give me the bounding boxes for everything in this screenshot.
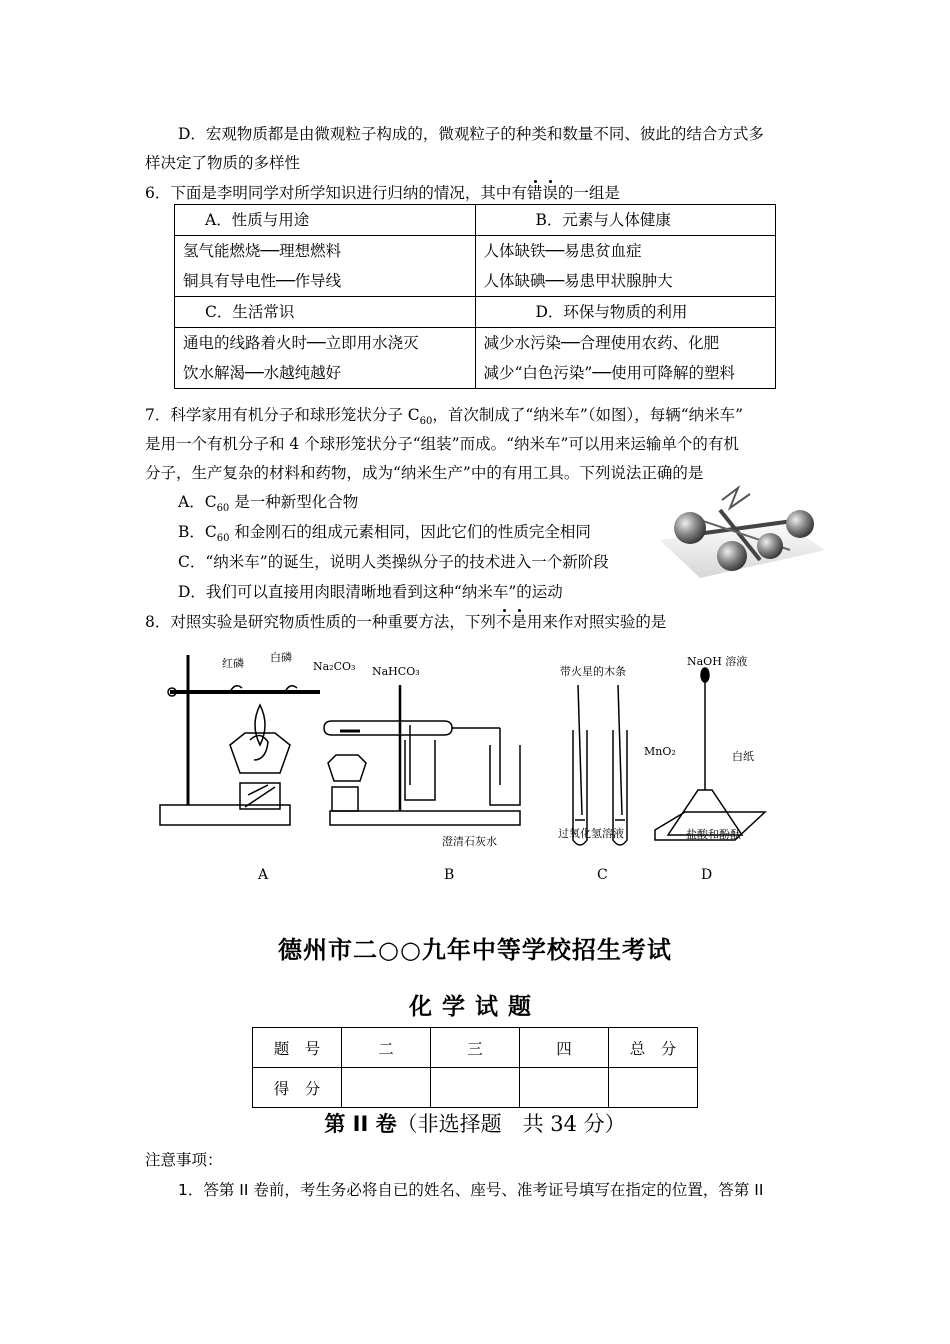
score-header-cell: 三	[431, 1028, 520, 1068]
emphasis-dot-char: 误	[542, 184, 558, 202]
q7-option-a: A．$C_{60}$ 是一种新型化合物	[178, 493, 359, 515]
score-header-cell: 四	[520, 1028, 609, 1068]
label-naoh: NaOH 溶液	[687, 655, 748, 668]
label-white-phosphorus: 白磷	[270, 651, 292, 664]
q6-d-body: 减少水污染──合理使用农药、化肥 减少“白色污染”──使用可降解的塑料	[475, 328, 776, 389]
score-cell[interactable]	[342, 1068, 431, 1108]
notice-title: 注意事项：	[145, 1151, 223, 1169]
label-white-paper: 白纸	[732, 750, 754, 763]
q6-c-head: C．生活常识	[175, 297, 476, 328]
score-cell[interactable]	[520, 1068, 609, 1108]
apparatus-c	[573, 685, 627, 845]
nanocar-image	[660, 480, 825, 578]
apparatus-b	[324, 685, 520, 825]
score-header-cell: 总 分	[609, 1028, 698, 1068]
label-nahco3: NaHCO₃	[372, 665, 420, 678]
q6-a-head: A．性质与用途	[175, 205, 476, 236]
q7-stem-line2: 是用一个有机分子和 4 个球形笼状分子“组装”而成。“纳米车”可以用来运输单个的有机	[145, 435, 739, 453]
q6-b-body: 人体缺铁──易患贫血症 人体缺碘──易患甲状腺肿大	[475, 236, 776, 297]
score-header-cell: 二	[342, 1028, 431, 1068]
q7-option-b: B．$C_{60}$ 和金刚石的组成元素相同，因此它们的性质完全相同	[178, 523, 591, 545]
q5-option-d-line1: D．宏观物质都是由微观粒子构成的，微观粒子的种类和数量不同、彼此的结合方式多	[178, 125, 764, 143]
score-cell[interactable]	[609, 1068, 698, 1108]
label-glowing-splint: 带火星的木条	[560, 665, 626, 678]
notice-item-1: 1．答第 II 卷前，考生务必将自已的姓名、座号、准考证号填写在指定的位置，答第 II	[178, 1181, 764, 1199]
figure-label-c: C	[597, 867, 608, 883]
figure-label-a: A	[258, 867, 269, 883]
q6-b-head: B．元素与人体健康	[475, 205, 776, 236]
label-na2co3: Na₂CO₃	[313, 660, 356, 673]
label-mno2: MnO₂	[644, 745, 676, 758]
q7-stem-line1: 7．科学家用有机分子和球形笼状分子 $C_{60}$，首次制成了“纳米车”（如图），每辆“纳米车”	[145, 406, 744, 428]
q6-table	[174, 204, 776, 389]
q8-stem: 8．对照实验是研究物质性质的一种重要方法，下列不是用来作对照实验的是	[145, 613, 667, 631]
emphasis-dot-char: 错	[526, 184, 543, 202]
figure-label-b: B	[444, 867, 455, 883]
label-limewater: 澄清石灰水	[442, 835, 497, 848]
q7-stem-line3: 分子，生产复杂的材料和药物，成为“纳米生产”中的有用工具。下列说法正确的是	[145, 464, 704, 482]
section-heading: 第 II 卷（非选择题 共 34 分）	[324, 1112, 626, 1136]
label-hcl-phenolphthalein: 盐酸和酚酞	[686, 828, 741, 841]
q5-option-d-line2: 样决定了物质的多样性	[145, 154, 301, 172]
figure-label-d: D	[701, 867, 713, 883]
label-red-phosphorus: 红磷	[222, 657, 244, 670]
emphasis-dot-char: 是	[511, 613, 527, 631]
q7-option-d: D．我们可以直接用肉眼清晰地看到这种“纳米车”的运动	[178, 583, 563, 601]
q7-option-c: C．“纳米车”的诞生，说明人类操纵分子的技术进入一个新阶段	[178, 553, 609, 571]
q6-d-head: D．环保与物质的利用	[475, 297, 776, 328]
score-row-label: 得 分	[253, 1068, 342, 1108]
subject-title: 化学试题	[409, 994, 541, 1020]
q6-c-body: 通电的线路着火时──立即用水浇灭 饮水解渴──水越纯越好	[175, 328, 476, 389]
score-header-cell: 题 号	[253, 1028, 342, 1068]
label-hydrogen-peroxide: 过氧化氢溶液	[558, 827, 624, 840]
score-cell[interactable]	[431, 1068, 520, 1108]
q8-experiment-figure	[150, 645, 790, 885]
q6-a-body: 氢气能燃烧──理想燃料 铜具有导电性──作导线	[175, 236, 476, 297]
emphasis-dot-char: 不	[495, 613, 512, 631]
score-table	[252, 1027, 698, 1108]
exam-title: 德州市二○○九年中等学校招生考试	[278, 936, 672, 964]
apparatus-a	[160, 655, 320, 825]
q6-stem: 6．下面是李明同学对所学知识进行归纳的情况，其中有错误的一组是	[145, 184, 620, 202]
